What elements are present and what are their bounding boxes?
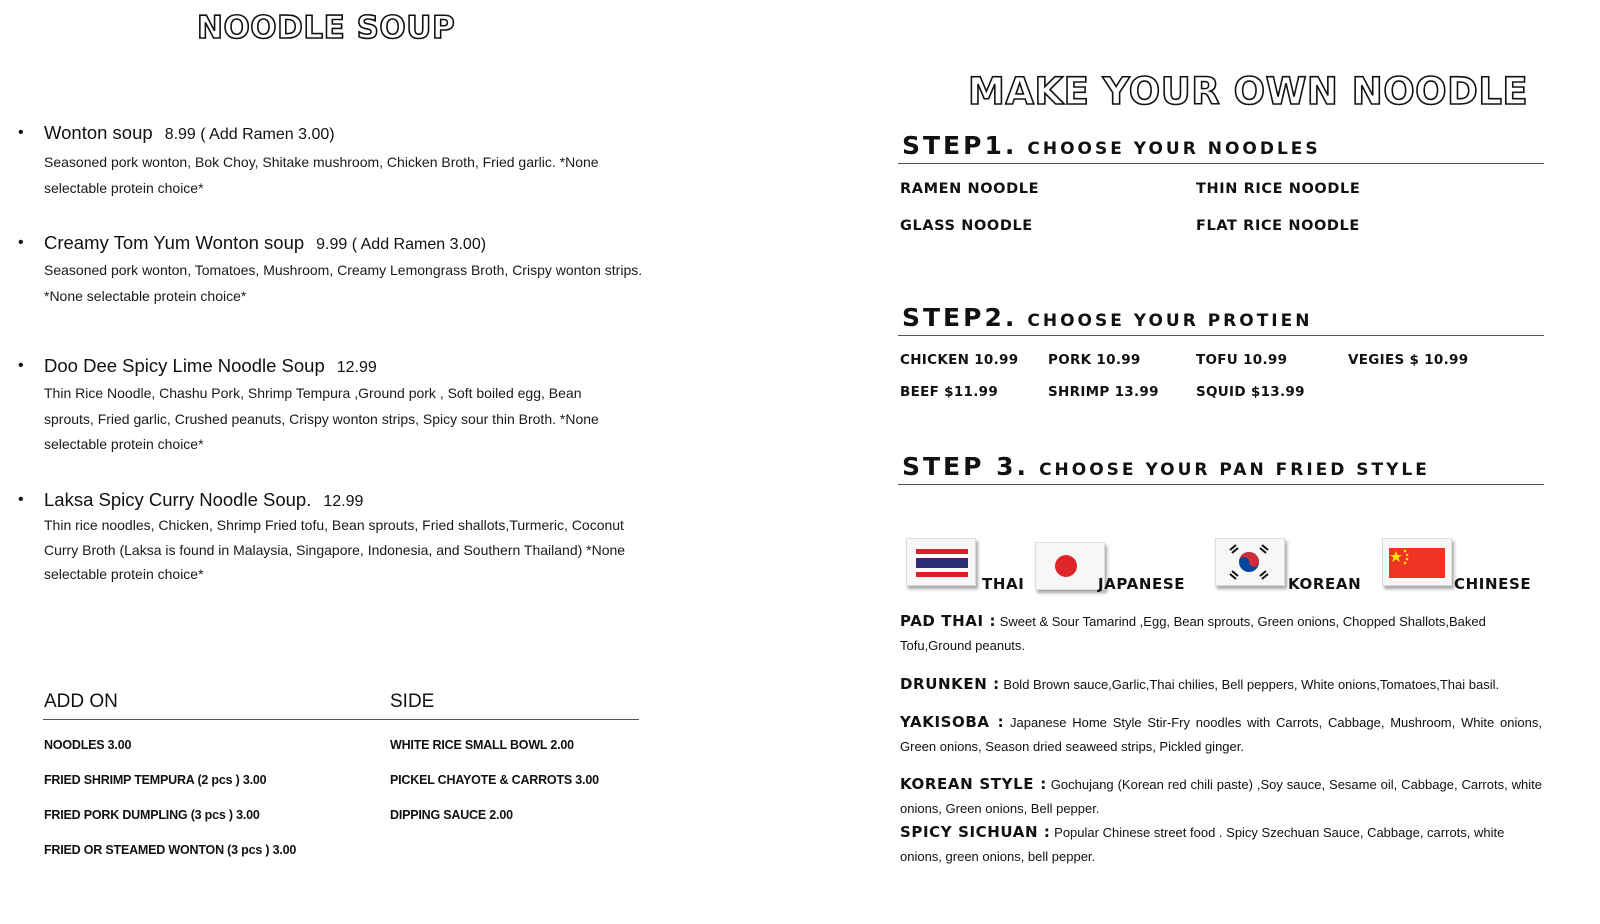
step1-subtitle: CHOOSE YOUR NOODLES — [1027, 139, 1321, 159]
step2-label: STEP2. — [902, 303, 1018, 332]
side-item: DIPPING SAUCE 2.00 — [390, 808, 513, 822]
noodle-soup-title: NOODLE SOUP — [197, 10, 456, 46]
step3-header — [902, 452, 1430, 481]
item-description: Seasoned pork wonton, Bok Choy, Shitake mushroom, Chicken Broth, Fried garlic. *None selectable protein choice* — [44, 154, 599, 196]
protein-option: VEGIES $ 10.99 — [1348, 352, 1469, 368]
style-description: Bold Brown sauce,Garlic,Thai chilies, Bell peppers, White onions,Tomatoes,Thai basil. — [1003, 677, 1500, 692]
protein-option: BEEF $11.99 — [900, 384, 999, 400]
menu-item-creamy-tom-yum — [18, 232, 644, 309]
china-flag-icon — [1382, 538, 1452, 586]
bullet-icon: • — [18, 124, 24, 141]
thailand-flag-icon — [906, 538, 976, 586]
add-on-item: NOODLES 3.00 — [44, 738, 132, 752]
step2-header — [902, 303, 1312, 332]
noodle-option: RAMEN NOODLE — [900, 181, 1040, 197]
item-description: Thin rice noodles, Chicken, Shrimp Fried tofu, Bean sprouts, Fried shallots,Turmeric, Coconut Curry Broth (Laksa is found in Malaysia, Singapore, Indonesia, and Southern Thailand) *None selectable protein choice* — [44, 517, 626, 582]
style-description: Gochujang (Korean red chili paste) ,Soy sauce, Sesame oil, Cabbage, Carrots, white onions, Green onions, Bell pepper. — [900, 777, 1542, 816]
style-description: Popular Chinese street food . Spicy Szechuan Sauce, Cabbage, carrots, white onions, green onions, bell pepper. — [900, 825, 1505, 864]
step1-header — [902, 131, 1321, 160]
noodle-option: THIN RICE NOODLE — [1196, 181, 1361, 197]
flag-label-korean: KOREAN — [1288, 575, 1362, 593]
side-heading: SIDE — [390, 691, 435, 712]
item-price: 12.99 — [323, 493, 364, 510]
item-price: 9.99 ( Add Ramen 3.00) — [316, 236, 487, 253]
protein-option: TOFU 10.99 — [1196, 352, 1288, 368]
protein-option: CHICKEN 10.99 — [900, 352, 1019, 368]
japan-flag-icon — [1035, 542, 1105, 590]
divider — [898, 484, 1544, 485]
protein-option: SQUID $13.99 — [1196, 384, 1305, 400]
item-name: Laksa Spicy Curry Noodle Soup. — [44, 489, 312, 510]
item-description: Thin Rice Noodle, Chashu Pork, Shrimp Tempura ,Ground pork , Soft boiled egg, Bean sprouts, Fried garlic, Crushed peanuts, Crispy wonton strips, Spicy sour thin Broth. *None selectable protein choice* — [44, 385, 599, 452]
item-name: Wonton soup — [44, 122, 153, 143]
protein-option: PORK 10.99 — [1048, 352, 1141, 368]
style-spicy-sichuan — [900, 820, 1542, 869]
add-on-item: FRIED OR STEAMED WONTON (3 pcs ) 3.00 — [44, 843, 297, 857]
style-name: DRUNKEN : — [900, 675, 1000, 693]
item-name: Doo Dee Spicy Lime Noodle Soup — [44, 355, 325, 376]
bullet-icon: • — [18, 491, 24, 508]
add-on-item: FRIED PORK DUMPLING (3 pcs ) 3.00 — [44, 808, 260, 822]
item-description: Seasoned pork wonton, Tomatoes, Mushroom, Creamy Lemongrass Broth, Crispy wonton strips. *None selectable protein choice* — [44, 262, 643, 304]
style-description: Sweet & Sour Tamarind ,Egg, Bean sprouts, Green onions, Chopped Shallots,Baked Tofu,Ground peanuts. — [900, 614, 1486, 653]
step3-label: STEP 3. — [902, 452, 1030, 481]
protein-option: SHRIMP 13.99 — [1048, 384, 1159, 400]
step2-subtitle: CHOOSE YOUR PROTIEN — [1027, 311, 1313, 331]
menu-item-laksa — [18, 489, 644, 587]
style-yakisoba — [900, 710, 1542, 759]
style-drunken — [900, 672, 1542, 697]
menu-item-wonton-soup — [18, 122, 644, 201]
style-name: YAKISOBA : — [900, 713, 1005, 731]
bullet-icon: • — [18, 234, 24, 251]
style-name: SPICY SICHUAN : — [900, 823, 1051, 841]
divider — [43, 719, 639, 720]
style-pad-thai — [900, 609, 1542, 658]
divider — [898, 335, 1544, 336]
add-on-heading: ADD ON — [44, 691, 118, 712]
style-description: Japanese Home Style Stir-Fry noodles with Carrots, Cabbage, Mushroom, White onions, Green onions, Season dried seaweed strips, Pickled ginger. — [900, 715, 1542, 754]
menu-item-doo-dee — [18, 355, 644, 458]
flag-label-chinese: CHINESE — [1454, 575, 1532, 593]
bullet-icon: • — [18, 357, 24, 374]
korea-flag-icon — [1215, 538, 1285, 586]
style-name: KOREAN STYLE : — [900, 775, 1047, 793]
flag-label-thai: THAI — [982, 575, 1025, 593]
side-item: WHITE RICE SMALL BOWL 2.00 — [390, 738, 574, 752]
step3-subtitle: CHOOSE YOUR PAN FRIED STYLE — [1039, 460, 1430, 480]
item-price: 12.99 — [336, 359, 377, 376]
noodle-option: FLAT RICE NOODLE — [1196, 218, 1360, 234]
divider — [898, 163, 1544, 164]
flag-label-japanese: JAPANESE — [1098, 575, 1186, 593]
make-your-own-title: MAKE YOUR OWN NOODLE — [968, 70, 1529, 113]
item-name: Creamy Tom Yum Wonton soup — [44, 232, 305, 253]
noodle-option: GLASS NOODLE — [900, 218, 1033, 234]
add-on-item: FRIED SHRIMP TEMPURA (2 pcs ) 3.00 — [44, 773, 267, 787]
side-item: PICKEL CHAYOTE & CARROTS 3.00 — [390, 773, 599, 787]
item-price: 8.99 ( Add Ramen 3.00) — [164, 126, 335, 143]
style-name: PAD THAI : — [900, 612, 997, 630]
style-korean — [900, 772, 1542, 821]
step1-label: STEP1. — [902, 131, 1018, 160]
